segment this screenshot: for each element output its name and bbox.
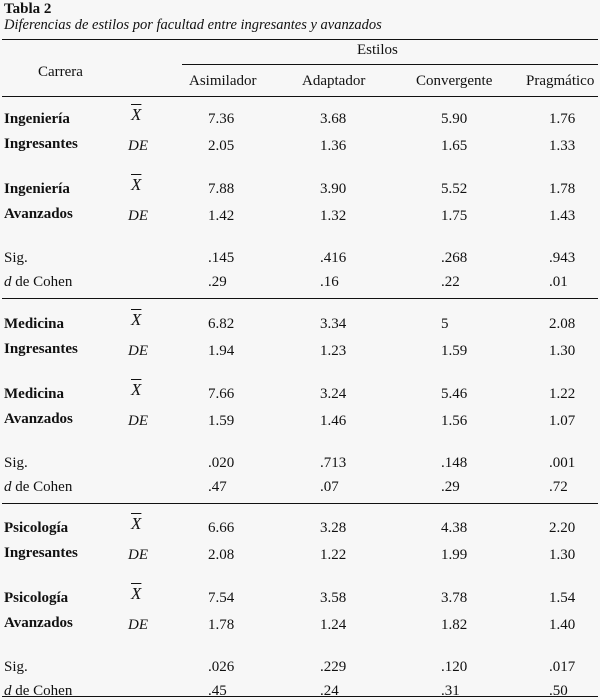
sig-value: .416 (320, 250, 347, 266)
sig-value: .229 (320, 659, 347, 675)
mean-value: 3.28 (320, 520, 347, 536)
header-col-convergente: Convergente (416, 73, 493, 89)
sd-value: 1.78 (208, 617, 235, 633)
sd-symbol: DE (128, 138, 148, 154)
mean-symbol: $\overline{X}$ (131, 380, 142, 399)
row-label-faculty: Ingeniería (4, 181, 70, 197)
mean-symbol: $\overline{X}$ (131, 584, 142, 603)
sd-value: 2.08 (208, 547, 235, 563)
estilos-rule (182, 64, 598, 65)
mean-value: 5 (441, 316, 449, 332)
sig-value: .148 (441, 455, 468, 471)
table-subtitle: Diferencias de estilos por facultad entre ingresantes y avanzados (4, 17, 382, 33)
sd-value: 1.30 (549, 343, 576, 359)
sd-value: 1.30 (549, 547, 576, 563)
row-label-faculty: Medicina (4, 316, 64, 332)
sd-value: 1.56 (441, 413, 468, 429)
sig-label: Sig. (4, 659, 28, 675)
cohen-d-value: .50 (549, 683, 568, 699)
mean-value: 6.82 (208, 316, 235, 332)
cohen-d-value: .01 (549, 274, 568, 290)
mean-value: 6.66 (208, 520, 235, 536)
sd-value: 1.43 (549, 208, 576, 224)
mean-value: 5.46 (441, 386, 468, 402)
mean-value: 7.88 (208, 181, 235, 197)
mean-symbol: $\overline{X}$ (131, 175, 142, 194)
row-label-cohort: Ingresantes (4, 545, 78, 561)
mean-value: 7.66 (208, 386, 235, 402)
cohen-d-text: de Cohen (11, 274, 73, 290)
sd-value: 1.23 (320, 343, 347, 359)
cohen-d-value: .45 (208, 683, 227, 699)
sd-value: 1.75 (441, 208, 468, 224)
sig-label: Sig. (4, 455, 28, 471)
cohen-d-value: .72 (549, 479, 568, 495)
sd-value: 1.24 (320, 617, 347, 633)
row-label-faculty: Ingeniería (4, 111, 70, 127)
sd-value: 1.22 (320, 547, 347, 563)
header-col-pragmatico: Pragmático (526, 73, 595, 89)
row-label-cohort: Avanzados (4, 206, 73, 222)
sig-label: Sig. (4, 250, 28, 266)
cohen-d-value: .22 (441, 274, 460, 290)
mean-value: 4.38 (441, 520, 468, 536)
row-label-cohort: Avanzados (4, 615, 73, 631)
cohen-d-value: .31 (441, 683, 460, 699)
bottom-rule (2, 696, 598, 697)
sd-value: 1.82 (441, 617, 468, 633)
header-col-asimilador: Asimilador (189, 73, 257, 89)
cohen-d-label (4, 273, 72, 291)
mean-value: 3.78 (441, 590, 468, 606)
cohen-d-value: .07 (320, 479, 339, 495)
cohen-d-value: .29 (208, 274, 227, 290)
header-rule (2, 96, 598, 97)
sig-value: .943 (549, 250, 576, 266)
cohen-d-label (4, 682, 72, 700)
cohen-d-value: .47 (208, 479, 227, 495)
mean-value: 1.22 (549, 386, 576, 402)
mean-value: 2.20 (549, 520, 576, 536)
sd-value: 1.42 (208, 208, 235, 224)
sd-value: 1.40 (549, 617, 576, 633)
sd-value: 1.65 (441, 138, 468, 154)
mean-value: 1.78 (549, 181, 576, 197)
mean-value: 1.76 (549, 111, 576, 127)
sd-value: 1.94 (208, 343, 235, 359)
cohen-d-italic: d (4, 683, 12, 699)
sd-value: 1.07 (549, 413, 576, 429)
row-label-cohort: Avanzados (4, 411, 73, 427)
sig-value: .026 (208, 659, 235, 675)
sd-value: 1.36 (320, 138, 347, 154)
sig-value: .017 (549, 659, 576, 675)
mean-value: 3.90 (320, 181, 347, 197)
mean-value: 3.58 (320, 590, 347, 606)
mean-value: 5.90 (441, 111, 468, 127)
sig-value: .268 (441, 250, 468, 266)
table-title: Tabla 2 (4, 1, 52, 17)
mean-value: 7.54 (208, 590, 235, 606)
group-separator-rule (2, 298, 598, 299)
header-estilos: Estilos (357, 42, 398, 58)
sd-value: 1.99 (441, 547, 468, 563)
mean-symbol: $\overline{X}$ (131, 310, 142, 329)
mean-value: 2.08 (549, 316, 576, 332)
mean-symbol: $\overline{X}$ (131, 105, 142, 124)
cohen-d-text: de Cohen (11, 683, 73, 699)
sd-value: 1.33 (549, 138, 576, 154)
cohen-d-italic: d (4, 479, 12, 495)
sd-symbol: DE (128, 547, 148, 563)
mean-value: 5.52 (441, 181, 468, 197)
mean-value: 3.68 (320, 111, 347, 127)
mean-value: 3.34 (320, 316, 347, 332)
sd-value: 1.32 (320, 208, 347, 224)
sd-symbol: DE (128, 343, 148, 359)
sd-value: 1.59 (208, 413, 235, 429)
mean-value: 3.24 (320, 386, 347, 402)
sd-value: 2.05 (208, 138, 235, 154)
group-separator-rule (2, 503, 598, 504)
top-rule (2, 39, 598, 40)
cohen-d-italic: d (4, 274, 12, 290)
cohen-d-value: .24 (320, 683, 339, 699)
sd-symbol: DE (128, 413, 148, 429)
sig-value: .145 (208, 250, 235, 266)
sig-value: .713 (320, 455, 347, 471)
cohen-d-text: de Cohen (11, 479, 73, 495)
mean-symbol: $\overline{X}$ (131, 514, 142, 533)
sd-symbol: DE (128, 617, 148, 633)
cohen-d-label (4, 478, 72, 496)
header-carrera: Carrera (38, 64, 83, 80)
row-label-cohort: Ingresantes (4, 136, 78, 152)
row-label-faculty: Psicología (4, 520, 69, 536)
header-col-adaptador: Adaptador (302, 73, 366, 89)
mean-value: 1.54 (549, 590, 576, 606)
cohen-d-value: .29 (441, 479, 460, 495)
sig-value: .001 (549, 455, 576, 471)
sig-value: .120 (441, 659, 468, 675)
sig-value: .020 (208, 455, 235, 471)
row-label-cohort: Ingresantes (4, 341, 78, 357)
mean-value: 7.36 (208, 111, 235, 127)
sd-value: 1.46 (320, 413, 347, 429)
row-label-faculty: Medicina (4, 386, 64, 402)
row-label-faculty: Psicología (4, 590, 69, 606)
sd-symbol: DE (128, 208, 148, 224)
cohen-d-value: .16 (320, 274, 339, 290)
sd-value: 1.59 (441, 343, 468, 359)
